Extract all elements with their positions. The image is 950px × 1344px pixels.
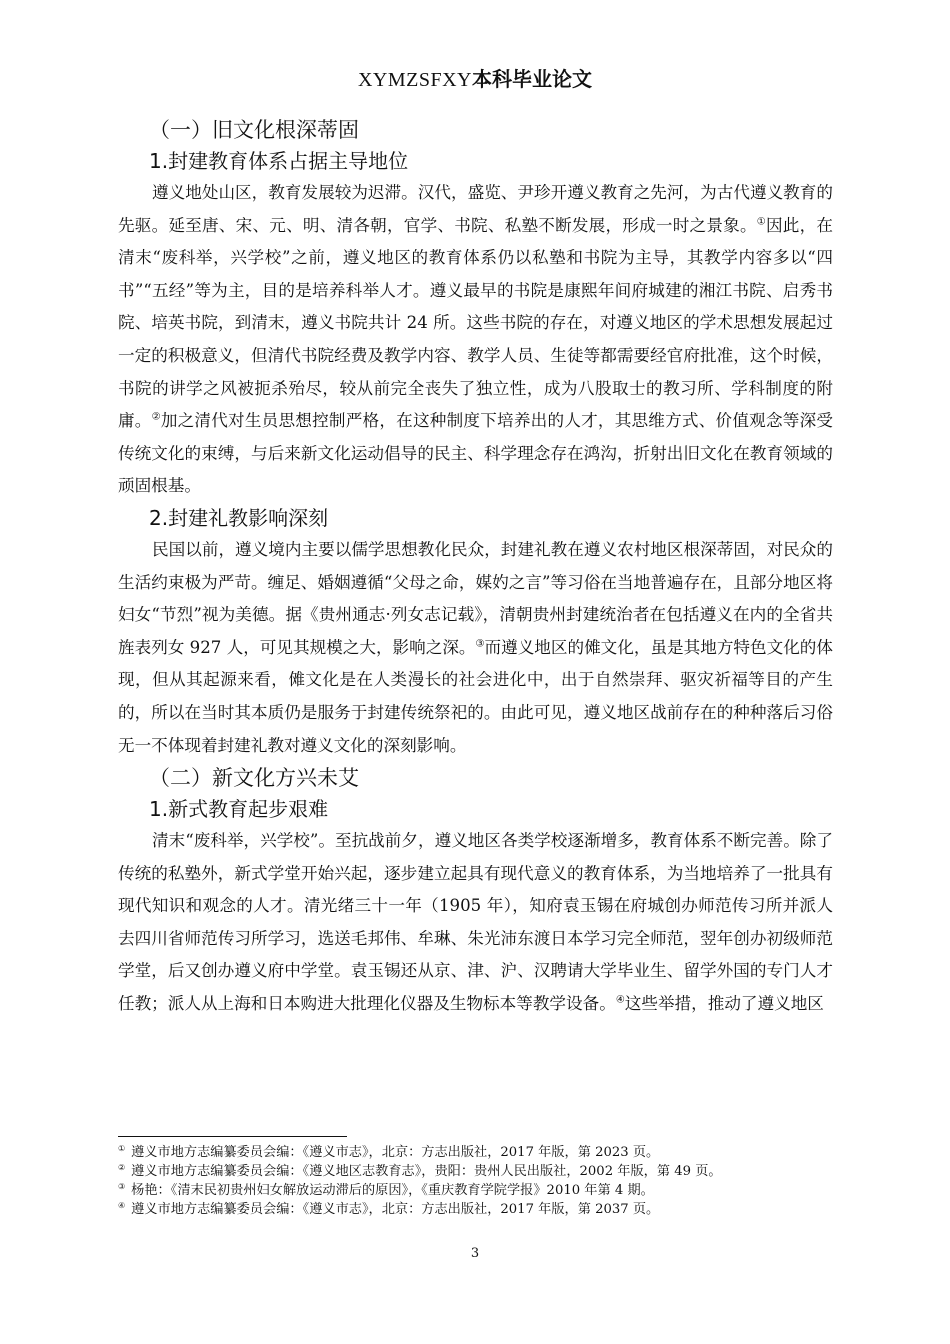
paragraph-text: 这些举措，推动了遵义地区 [624,994,824,1014]
paragraph-1-1 [118,177,833,503]
body-content [118,114,833,1021]
footnotes [118,1143,833,1219]
header-institution-code: XYMZSFXY [357,69,473,91]
running-header [0,66,950,93]
paragraph-text: 民国以前，遵义境内主要以儒学思想教化民众，封建礼教在遵义农村地区根深蒂固，对民众的生活约束极为严苛。缠足、婚姻遵循“父母之命，媒妁之言”等习俗在当地普遍存在，且部分地区将妇女“节烈”视为美德。据《贵州通志·列女志记载》，清朝贵州封建统治者在包括遵义在内的全省共旌表列女 927 人，可见其规模之大，影响之深。 [118,539,833,657]
paragraph-text: 遵义地处山区，教育发展较为迟滞。汉代，盛览、尹珍开遵义教育之先河，为古代遵义教育的先驱。延至唐、宋、元、明、清各朝，官学、书院、私塾不断发展，形成一时之景象。 [118,183,833,235]
footnote-text: 杨艳：《清末民初贵州妇女解放运动滞后的原因》，《重庆教育学院学报》2010 年第 4 期。 [131,1183,654,1198]
paragraph-text: 而遵义地区的傩文化，虽是其地方特色文化的体现，但从其起源来看，傩文化是在人类漫长的社会进化中，出于自然崇拜、驱灾祈福等目的产生的，所以在当时其本质仍是服务于封建传统祭祀的。由此可见，遵义地区战前存在的种种落后习俗无一不体现着封建礼教对遵义文化的深刻影响。 [118,637,833,755]
paragraph-text: 因此，在清末“废科举，兴学校”之前，遵义地区的教育体系仍以私塾和书院为主导，其教学内容多以“四书”“五经”等为主，目的是培养科举人才。遵义最早的书院是康熙年间府城建的湘江书院、启秀书院、培英书院，到清末，遵义书院共计 24 所。这些书院的存在，对遵义地区的学术思想发展起过一定的积极意义，但清代书院经费及教学内容、教学人员、生徒等都需要经官府批准，这个时候，书院的讲学之风被扼杀殆尽，较从前完全丧失了独立性，成为八股取士的教习所、学科制度的附庸。 [118,215,834,431]
subsection-heading-2-1: 1.新式教育起步艰难 [149,797,329,822]
paragraph-1-2 [118,534,833,762]
footnote-ref-3: ③ [475,638,485,650]
footnote-mark: ① [118,1143,126,1153]
page-number: 3 [470,1246,480,1261]
paragraph-2-1 [118,825,833,1021]
section-heading-1: （一）旧文化根深蒂固 [149,118,359,142]
paragraph-text: 加之清代对生员思想控制严格，在这种制度下培养出的人才，其思维方式、价值观念等深受传统文化的束缚，与后来新文化运动倡导的民主、科学理念存在鸿沟，折射出旧文化在教育领域的顽固根基。 [118,411,834,496]
footnote-text: 遵义市地方志编纂委员会编：《遵义市志》，北京：方志出版社，2017 年版，第 2023 页。 [131,1145,660,1160]
footnote-mark: ④ [118,1200,126,1210]
footnote-ref-1: ① [756,216,766,228]
footnote-ref-2: ② [151,411,161,423]
footnote-4 [118,1200,833,1219]
subsection-heading-1-1: 1.封建教育体系占据主导地位 [149,149,409,173]
footnote-text: 遵义市地方志编纂委员会编：《遵义市志》，北京：方志出版社，2017 年版，第 2037 页。 [131,1202,660,1217]
paragraph-text: 清末“废科举，兴学校”。至抗战前夕，遵义地区各类学校逐渐增多，教育体系不断完善。除了传统的私塾外，新式学堂开始兴起，逐步建立起具有现代意义的教育体系，为当地培养了一批具有现代知识和观念的人才。清光绪三十一年（1905 年），知府袁玉锡在府城创办师范传习所并派人去四川省师范传习所学习，选送毛邦伟、牟琳、朱光沛东渡日本学习完全师范，翌年创办初级师范学堂，后又创办遵义府中学堂。袁玉锡还从京、津、沪、汉聘请大学毕业生、留学外国的专门人才任教；派人从上海和日本购进大批理化仪器及生物标本等教学设备。 [118,831,833,1014]
footnote-text: 遵义市地方志编纂委员会编：《遵义地区志教育志》，贵阳：贵州人民出版社，2002 年版，第 49 页。 [131,1164,722,1179]
footnote-mark: ③ [118,1181,126,1191]
footnote-2 [118,1162,833,1181]
section-heading-2: （二）新文化方兴未艾 [149,766,359,791]
subsection-heading-1-2: 2.封建礼教影响深刻 [149,505,329,530]
footnote-separator [118,1136,347,1137]
footnote-ref-4: ④ [615,994,625,1006]
header-thesis-label: 本科毕业论文 [472,67,593,91]
footnote-mark: ② [118,1162,126,1172]
footnote-3 [118,1181,833,1200]
footnote-1 [118,1143,833,1162]
